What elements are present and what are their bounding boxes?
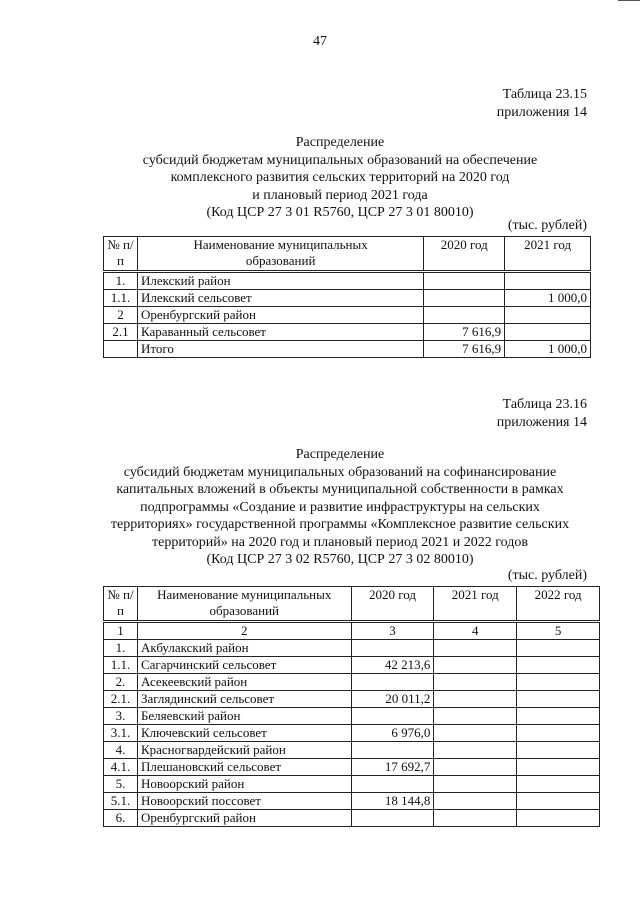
row-name: Сагарчинский сельсовет — [137, 657, 351, 674]
row-y2022 — [517, 742, 600, 759]
table-row — [104, 708, 600, 725]
table2-title-line: (Код ЦСР 27 3 02 R5760, ЦСР 27 3 02 80010) — [206, 552, 474, 567]
table-row — [104, 272, 591, 290]
row-name: Ключевский сельсовет — [137, 725, 351, 742]
row-name: Беляевский район — [137, 708, 351, 725]
row-y2021 — [434, 691, 517, 708]
row-name: Караванный сельсовет — [137, 324, 423, 341]
row-y2020 — [351, 640, 434, 657]
header-name: Наименование муниципальных образований — [137, 237, 423, 272]
row-name: Заглядинский сельсовет — [137, 691, 351, 708]
row-y2021 — [434, 793, 517, 810]
table2-reference — [497, 396, 587, 432]
row-y2022 — [517, 759, 600, 776]
table-row — [104, 640, 600, 657]
row-num: 1. — [104, 640, 138, 657]
row-2021: 1 000,0 — [505, 290, 591, 307]
table2-title-line: подпрограммы «Создание и развитие инфраструктуры на сельских — [140, 499, 540, 515]
table1-units: (тыс. рублей) — [507, 218, 587, 233]
row-num: 3. — [104, 708, 138, 725]
row-num: 6. — [104, 810, 138, 827]
table-row — [104, 759, 600, 776]
row-2020: 7 616,9 — [424, 324, 505, 341]
table-row — [104, 324, 591, 341]
col-number: 5 — [517, 622, 600, 640]
row-name: Илекский сельсовет — [137, 290, 423, 307]
row-y2020 — [351, 742, 434, 759]
corner-mark — [618, 0, 640, 2]
table-row — [104, 307, 591, 324]
row-y2020: 18 144,8 — [351, 793, 434, 810]
row-name: Итого — [137, 341, 423, 358]
header-2021: 2021 год — [505, 237, 591, 272]
row-y2022 — [517, 793, 600, 810]
row-num: 2.1. — [104, 691, 138, 708]
row-y2020: 6 976,0 — [351, 725, 434, 742]
row-2020 — [424, 307, 505, 324]
row-y2022 — [517, 640, 600, 657]
row-2020 — [424, 272, 505, 290]
table-row — [104, 290, 591, 307]
row-y2022 — [517, 657, 600, 674]
row-num: 5. — [104, 776, 138, 793]
row-y2021 — [434, 657, 517, 674]
table1-title-line: комплексного развития сельских территорий на 2020 год — [170, 170, 510, 185]
table1-reference — [497, 86, 587, 122]
table1-title-line: субсидий бюджетам муниципальных образований на обеспечение — [142, 152, 538, 168]
table1-title-line: и плановый период 2021 года — [252, 187, 428, 203]
row-num: 4.1. — [104, 759, 138, 776]
header-num: № п/п — [104, 237, 138, 272]
row-name: Оренбургский район — [137, 810, 351, 827]
row-y2021 — [434, 640, 517, 657]
table1-title-line: Распределение — [295, 135, 385, 150]
table-row — [104, 725, 600, 742]
row-name: Новоорский район — [137, 776, 351, 793]
row-2020: 7 616,9 — [424, 341, 505, 358]
row-y2022 — [517, 810, 600, 827]
row-y2021 — [434, 708, 517, 725]
row-y2022 — [517, 674, 600, 691]
table-row — [104, 742, 600, 759]
row-num: 5.1. — [104, 793, 138, 810]
table-row — [104, 810, 600, 827]
row-num: 1. — [104, 272, 138, 290]
col-number: 3 — [351, 622, 434, 640]
col-number: 1 — [104, 622, 138, 640]
row-y2021 — [434, 759, 517, 776]
row-name: Новоорский поссовет — [137, 793, 351, 810]
row-2021: 1 000,0 — [505, 341, 591, 358]
table2-header-row — [104, 587, 600, 622]
table2-title-line: территориях» государственной программы «Комплексное развитие сельских — [110, 517, 570, 532]
row-y2021 — [434, 776, 517, 793]
col-number: 4 — [434, 622, 517, 640]
row-y2020 — [351, 708, 434, 725]
table1-title-line: (Код ЦСР 27 3 01 R5760, ЦСР 27 3 01 80010) — [206, 205, 474, 220]
row-num: 3.1. — [104, 725, 138, 742]
row-y2022 — [517, 708, 600, 725]
row-name: Красногвардейский район — [137, 742, 351, 759]
table-row — [104, 657, 600, 674]
table1 — [103, 236, 591, 358]
table1-ref-line1: Таблица 23.15 — [502, 87, 587, 102]
row-y2020: 20 011,2 — [351, 691, 434, 708]
table2-title-line: капитальных вложений в объекты муниципальной собственности в рамках — [116, 482, 564, 497]
table2-title — [60, 446, 620, 569]
table2-title-line: территорий» на 2020 год и плановый период 2021 и 2022 годов — [152, 534, 528, 550]
row-2021 — [505, 307, 591, 324]
table1-ref-line2: приложения 14 — [496, 105, 587, 120]
row-y2020 — [351, 674, 434, 691]
row-num: 1.1. — [104, 290, 138, 307]
header-2022: 2022 год — [517, 587, 600, 622]
row-y2022 — [517, 725, 600, 742]
row-y2021 — [434, 810, 517, 827]
table-row — [104, 793, 600, 810]
page-number: 47 — [313, 34, 327, 49]
header-2020: 2020 год — [424, 237, 505, 272]
row-num: 2.1 — [104, 324, 138, 341]
row-num: 2. — [104, 674, 138, 691]
row-2020 — [424, 290, 505, 307]
row-y2020: 42 213,6 — [351, 657, 434, 674]
row-y2021 — [434, 674, 517, 691]
table-row — [104, 674, 600, 691]
table2-title-line: субсидий бюджетам муниципальных образований на софинансирование — [123, 464, 557, 480]
table2-ref-line1: Таблица 23.16 — [502, 397, 587, 412]
table1-header-row — [104, 237, 591, 272]
row-name: Акбулакский район — [137, 640, 351, 657]
row-num: 1.1. — [104, 657, 138, 674]
table2-ref-line2: приложения 14 — [496, 415, 587, 430]
table2 — [103, 586, 600, 827]
row-num: 2 — [104, 307, 138, 324]
row-y2021 — [434, 725, 517, 742]
row-name: Илекский район — [137, 272, 423, 290]
table2-units: (тыс. рублей) — [507, 568, 587, 583]
row-num: 4. — [104, 742, 138, 759]
row-y2020 — [351, 776, 434, 793]
row-y2020: 17 692,7 — [351, 759, 434, 776]
row-name: Асекеевский район — [137, 674, 351, 691]
table-row — [104, 776, 600, 793]
row-y2021 — [434, 742, 517, 759]
table2-title-line: Распределение — [295, 447, 385, 462]
header-num: № п/п — [104, 587, 138, 622]
table1-title — [60, 134, 620, 222]
row-y2020 — [351, 810, 434, 827]
table2-column-numbers — [104, 622, 600, 640]
row-name: Оренбургский район — [137, 307, 423, 324]
header-2021: 2021 год — [434, 587, 517, 622]
row-name: Плешановский сельсовет — [137, 759, 351, 776]
row-y2022 — [517, 776, 600, 793]
row-2021 — [505, 324, 591, 341]
row-num — [104, 341, 138, 358]
table-row — [104, 691, 600, 708]
header-2020: 2020 год — [351, 587, 434, 622]
row-2021 — [505, 272, 591, 290]
header-name: Наименование муниципальных образований — [137, 587, 351, 622]
table-total-row — [104, 341, 591, 358]
col-number: 2 — [137, 622, 351, 640]
row-y2022 — [517, 691, 600, 708]
